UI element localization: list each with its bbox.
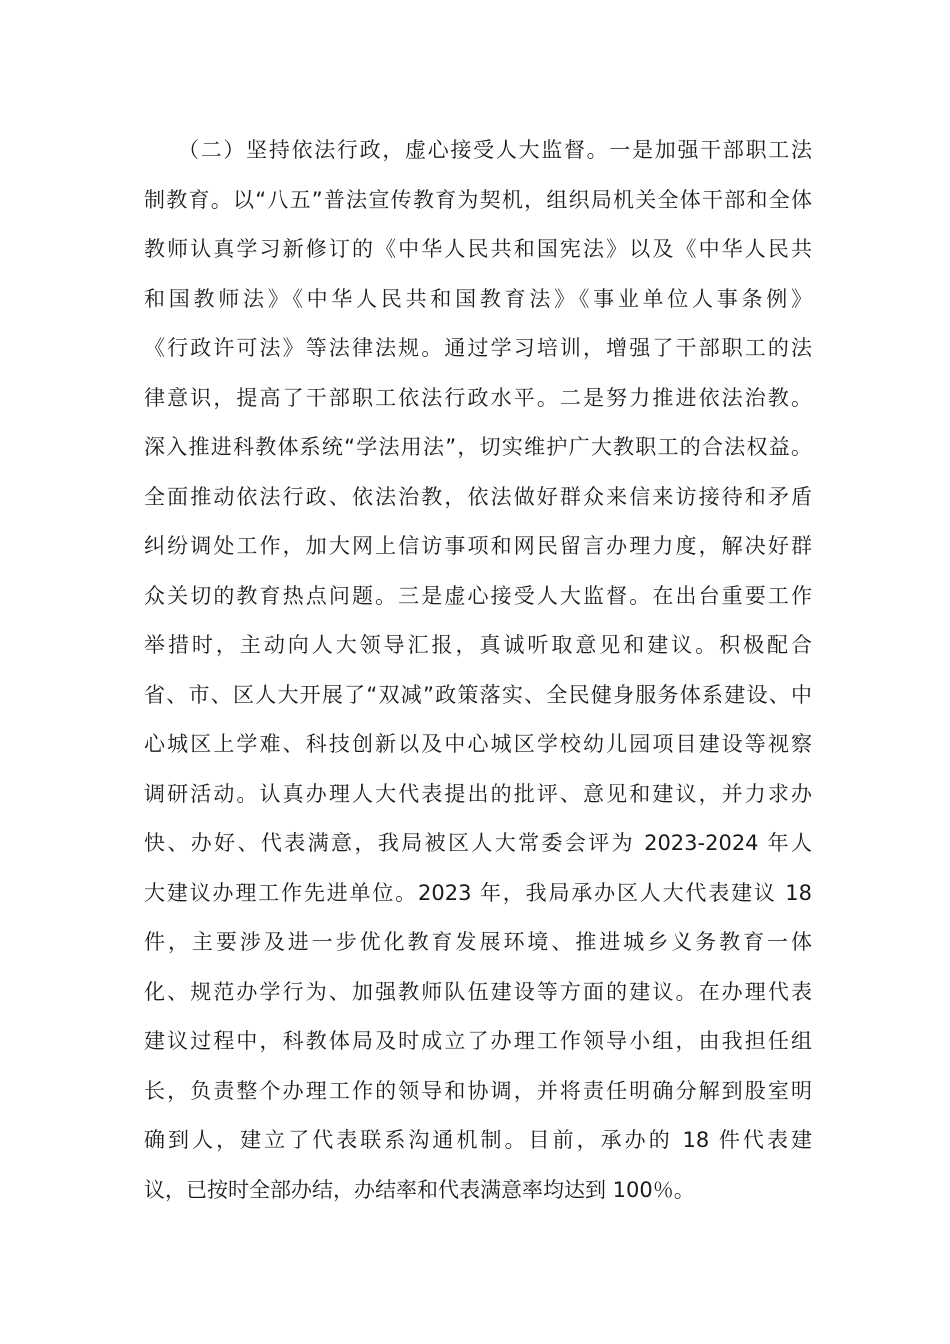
text-line: 深入推进科教体系统“学法用法”，切实维护广大教职工的合法权益。 xyxy=(144,435,812,459)
text-line: 确到人，建立了代表联系沟通机制。目前，承办的 18 件代表建 xyxy=(144,1128,812,1152)
body-paragraph xyxy=(144,126,812,1215)
text-line: 众关切的教育热点问题。三是虚心接受人大监督。在出台重要工作 xyxy=(144,583,812,608)
text-line: 全面推动依法行政、依法治教，依法做好群众来信来访接待和矛盾 xyxy=(144,484,812,509)
text-line: 心城区上学难、科技创新以及中心城区学校幼儿园项目建设等视察 xyxy=(144,732,812,756)
text-line: （二）坚持依法行政，虚心接受人大监督。一是加强干部职工法 xyxy=(178,138,812,162)
text-line: 《行政许可法》等法律法规。通过学习培训，增强了干部职工的法 xyxy=(144,336,812,360)
text-line: 件，主要涉及进一步优化教育发展环境、推进城乡义务教育一体 xyxy=(144,930,812,954)
text-line: 长，负责整个办理工作的领导和协调，并将责任明确分解到股室明 xyxy=(144,1078,812,1103)
text-line: 律意识，提高了干部职工依法行政水平。二是努力推进依法治教。 xyxy=(144,385,812,410)
text-line: 制教育。以“八五”普法宣传教育为契机，组织局机关全体干部和全体 xyxy=(144,187,812,212)
text-line: 大建议办理工作先进单位。2023 年，我局承办区人大代表建议 18 xyxy=(144,880,812,905)
text-line: 省、市、区人大开展了“双减”政策落实、全民健身服务体系建设、中 xyxy=(144,682,812,707)
text-line: 纠纷调处工作，加大网上信访事项和网民留言办理力度，解决好群 xyxy=(144,534,812,558)
text-line: 议，已按时全部办结，办结率和代表满意率均达到 100％。 xyxy=(144,1177,695,1202)
text-line: 调研活动。认真办理人大代表提出的批评、意见和建议，并力求办 xyxy=(144,781,812,806)
text-line: 和国教师法》《中华人民共和国教育法》《事业单位人事条例》 xyxy=(144,286,812,311)
text-line: 教师认真学习新修订的《中华人民共和国宪法》以及《中华人民共 xyxy=(144,237,812,261)
text-line: 举措时，主动向人大领导汇报，真诚听取意见和建议。积极配合 xyxy=(144,633,812,657)
text-line: 化、规范办学行为、加强教师队伍建设等方面的建议。在办理代表 xyxy=(144,979,812,1004)
text-line: 快、办好、代表满意，我局被区人大常委会评为 2023-2024 年人 xyxy=(144,831,812,855)
text-line: 建议过程中，科教体局及时成立了办理工作领导小组，由我担任组 xyxy=(144,1029,812,1053)
